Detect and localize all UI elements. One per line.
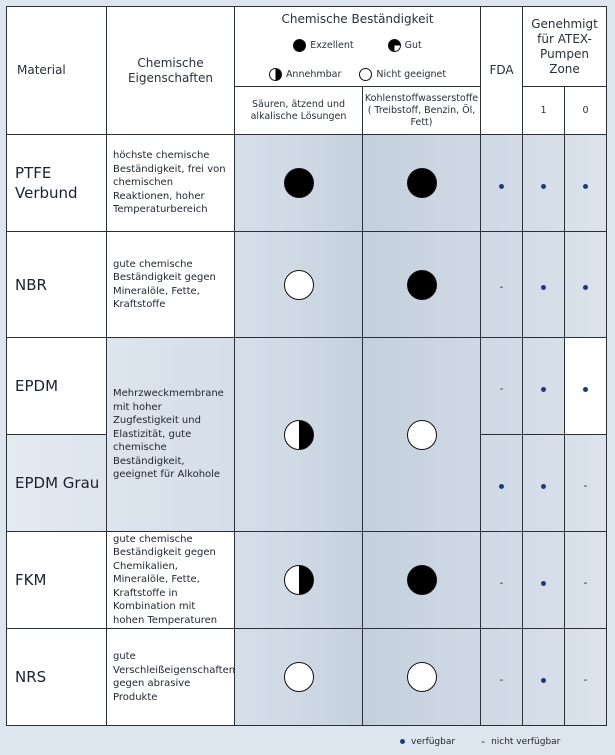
- zone0-cell: [565, 338, 607, 435]
- legend-footer: [400, 735, 560, 748]
- acceptable-circle-icon: [269, 68, 282, 81]
- resistance-table-wrapper: [6, 6, 606, 726]
- acids-cell: [235, 338, 363, 532]
- fda-cell: [481, 532, 523, 629]
- legend-excellent-label: Exzellent: [310, 40, 354, 51]
- resistance-table: [6, 6, 607, 726]
- zone1-cell: [523, 338, 565, 435]
- available-dot-icon: [499, 184, 504, 189]
- excellent-circle-icon: [407, 270, 437, 300]
- material-cell: [7, 532, 107, 629]
- unsuitable-circle-icon: [407, 420, 437, 450]
- unsuitable-circle-icon: [284, 270, 314, 300]
- header-zone1: [523, 87, 565, 135]
- zone1-cell: [523, 435, 565, 532]
- fda-cell: [481, 629, 523, 726]
- properties-cell: gute chemische Beständigkeit gegen Mineralöle, Fette, Kraftstoffe: [107, 232, 235, 338]
- acids-cell: [235, 629, 363, 726]
- material-name: PTFE Verbund: [15, 164, 78, 202]
- acids-cell: [235, 532, 363, 629]
- header-acids-label: Säuren, ätzend und alkalische Lösungen: [250, 98, 347, 122]
- material-name: NRS: [15, 668, 47, 686]
- zone0-cell: [565, 232, 607, 338]
- unavailable-label: nicht verfügbar: [491, 736, 561, 747]
- excellent-circle-icon: [407, 565, 437, 595]
- unavailable-dash: -: [499, 381, 504, 395]
- acids-cell: [235, 135, 363, 232]
- material-cell: [7, 629, 107, 726]
- header-zone0: [565, 87, 607, 135]
- available-dot-icon: [541, 285, 546, 290]
- legend-excellent: [293, 39, 353, 52]
- fda-cell: [481, 232, 523, 338]
- legend-good: [388, 39, 422, 52]
- material-cell: [7, 435, 107, 532]
- fda-cell: [481, 338, 523, 435]
- fda-cell: [481, 435, 523, 532]
- zone1-cell: [523, 532, 565, 629]
- unavailable-dash: -: [583, 575, 588, 589]
- available-dot-icon: [583, 184, 588, 189]
- excellent-circle-icon: [407, 168, 437, 198]
- excellent-circle-icon: [293, 39, 306, 52]
- available-dot-icon: [541, 581, 546, 586]
- unavailable-dash: -: [583, 478, 588, 492]
- header-atex: [523, 7, 607, 87]
- available-dot-icon: [583, 387, 588, 392]
- legend-row-2: [235, 68, 480, 81]
- legend-row-1: [235, 39, 480, 52]
- legend-unsuitable-label: Nicht geeignet: [376, 69, 447, 80]
- zone0-cell: [565, 435, 607, 532]
- unavailable-dash: -: [481, 735, 486, 748]
- table-row: [7, 629, 607, 726]
- material-cell: [7, 232, 107, 338]
- material-name: EPDM Grau: [15, 474, 100, 492]
- unavailable-dash: -: [583, 672, 588, 686]
- material-name: FKM: [15, 571, 47, 589]
- zone0-cell: [565, 532, 607, 629]
- acceptable-circle-icon: [284, 420, 314, 450]
- zone0-cell: [565, 135, 607, 232]
- material-cell: [7, 135, 107, 232]
- resistance-title: Chemische Beständigkeit: [281, 12, 434, 26]
- unavailable-dash: -: [499, 575, 504, 589]
- unavailable-dash: -: [499, 672, 504, 686]
- header-acids: [235, 87, 363, 135]
- available-label: verfügbar: [411, 736, 456, 747]
- acids-cell: [235, 232, 363, 338]
- available-dot-icon: [541, 678, 546, 683]
- fda-cell: [481, 135, 523, 232]
- legend-acceptable-label: Annehmbar: [285, 69, 342, 80]
- header-properties: [107, 7, 235, 135]
- zone1-cell: [523, 135, 565, 232]
- zone1-cell: [523, 629, 565, 726]
- hydrocarbons-cell: [363, 338, 481, 532]
- zone1-cell: [523, 232, 565, 338]
- table-row: [7, 532, 607, 629]
- zone0-cell: [565, 629, 607, 726]
- legend-acceptable: [269, 68, 341, 81]
- unsuitable-circle-icon: [284, 662, 314, 692]
- table-row: [7, 232, 607, 338]
- available-dot-icon: [541, 484, 546, 489]
- header-atex-label: Genehmigt für ATEX- Pumpen Zone: [531, 16, 598, 76]
- unavailable-dash: -: [499, 280, 504, 293]
- header-hydrocarbons-label: Kohlenstoffwasserstoffe ( Treibstoff, Benzin, Öl, Fett): [364, 92, 479, 128]
- available-dot-icon: [583, 285, 588, 290]
- available-dot-icon: [499, 484, 504, 489]
- header-material: [7, 7, 107, 135]
- legend-good-label: Gut: [404, 40, 422, 51]
- available-dot-icon: [541, 184, 546, 189]
- header-material-label: Material: [17, 63, 66, 77]
- unsuitable-circle-icon: [407, 662, 437, 692]
- hydrocarbons-cell: [363, 232, 481, 338]
- table-row: [7, 338, 607, 435]
- header-zone1-label: 1: [540, 104, 547, 116]
- properties-cell: gute chemische Beständigkeit gegen Chemikalien, Mineralöle, Fette, Kraftstoffe in Kombination mit hohen Temperaturen: [107, 532, 235, 629]
- header-resistance: [235, 7, 481, 87]
- available-dot-icon: [400, 739, 405, 744]
- legend-unsuitable: [359, 68, 446, 81]
- header-zone0-label: 0: [582, 104, 589, 116]
- material-name: EPDM: [15, 377, 59, 395]
- available-dot-icon: [541, 387, 546, 392]
- good-circle-icon: [388, 39, 401, 52]
- header-hydrocarbons: [363, 87, 481, 135]
- header-fda-label: FDA: [489, 63, 514, 77]
- header-properties-label: Chemische Eigenschaften: [127, 55, 214, 85]
- hydrocarbons-cell: [363, 135, 481, 232]
- excellent-circle-icon: [284, 168, 314, 198]
- table-row: [7, 135, 607, 232]
- hydrocarbons-cell: [363, 532, 481, 629]
- material-name: NBR: [15, 275, 47, 294]
- unsuitable-circle-icon: [359, 68, 372, 81]
- header-fda: [481, 7, 523, 135]
- acceptable-circle-icon: [284, 565, 314, 595]
- material-cell: [7, 338, 107, 435]
- properties-cell: höchste chemische Beständigkeit, frei von chemischen Reaktionen, hoher Temperaturbereich: [107, 135, 235, 232]
- properties-cell: gute Verschleißeigenschaften gegen abrasive Produkte: [107, 629, 235, 726]
- properties-cell: Mehrzweckmembrane mit hoher Zugfestigkeit und Elastizität, gute chemische Beständigkeit, geeignet für Alkohole: [107, 338, 235, 532]
- hydrocarbons-cell: [363, 629, 481, 726]
